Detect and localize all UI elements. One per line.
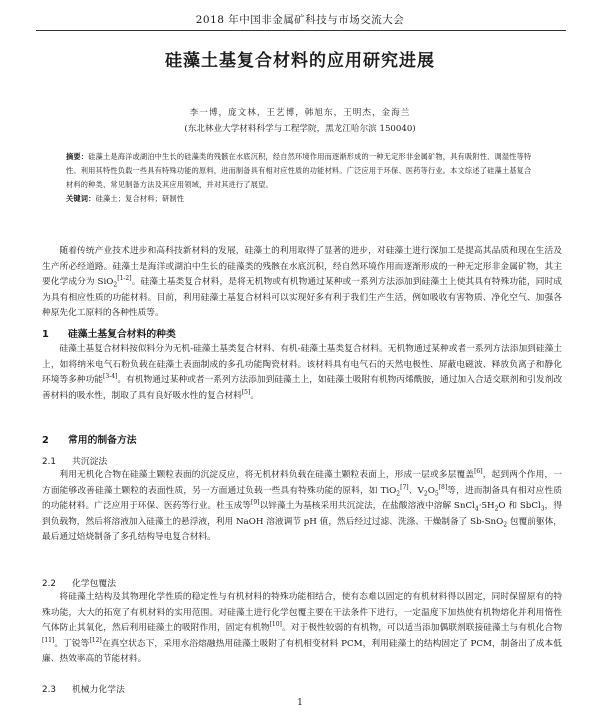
intro-text-a: 随着传统产业技术进步和高科技新材料的发展，硅藻土的利用取得了显著的进步，对硅藻土进行深加工是提高其品质和现在生活及生产所必经道路。硅藻土是海洋或湖泊中生长的硅藻类的残骸在水底沉积，经自然环境作用而逐渐形成的一种无定形非金属矿物，其主要化学成分为 SiO [42,246,562,288]
section-heading-2 [42,432,562,446]
text-run: 。对于极性较弱的有机物，可以适当添加偶联剂联接硅藻土与有机化合物 [281,623,563,634]
subscript: 3 [540,505,545,513]
subsection-2-2-body [42,590,562,668]
s1-text-b: 。有机物通过某种或者一系列方法添加到硅藻土上，如硅藻土吸附有机物丙烯酰胺，通过加入合适交联剂和引发剂改善材料的吸水性，制取了具有良好吸水性的复合材料 [42,375,563,401]
text-run: ·5H [478,501,495,512]
intro-paragraph [42,244,562,322]
text-run: ，得到负载物，然后将溶液加入硅藻土的悬浮液，利用 NaOH 溶液调节 pH 值，然后经过过滤、洗涤、干燥制备了 Sb-SnO [42,501,563,527]
text-run: 包覆前躯体，最后通过焙烧制备了多孔结构导电复合材料。 [42,516,562,543]
citation: [10] [269,621,282,629]
subscript: 2 [396,490,401,498]
section-1-paragraph [42,342,562,404]
citation: [11] [42,636,55,644]
keywords-text: 硅藻土；复合材料；研制性 [95,194,185,203]
subsection-title: 机械力化学法 [72,685,125,695]
text-run: 。丁锐等 [54,638,90,649]
citation: [5] [241,388,251,396]
subscript: 2 [494,505,499,513]
text-run: O 和 SbCl [498,501,541,512]
subscript: 2 [423,490,428,498]
subsection-heading-2-3 [42,682,562,695]
running-header: 2018 年中国非金属矿科技与市场交流大会 [195,14,405,26]
subscript: 4 [474,505,479,513]
citation: [12] [89,636,102,644]
paper-title: 硅藻土基复合材料的应用研究进展 [165,51,435,71]
subsection-title: 化学包覆法 [72,579,116,589]
section-title: 常用的制备方法 [68,435,137,446]
citation: [6] [474,468,483,476]
subscript: 5 [434,490,439,498]
subsection-2-2-paragraph [42,590,562,668]
citation: [1-2] [117,275,132,283]
s1-text-c: 。 [250,390,259,401]
subsection-heading-2-1 [42,454,562,467]
header-rule [36,30,566,31]
section-number: 1 [42,329,49,340]
citation: [3-4] [103,373,118,381]
subsection-2-1-paragraph [42,468,562,546]
affiliation: (东北林业大学材料科学与工程学院，黑龙江哈尔滨 150040) [184,124,416,134]
text-run: 以锌藻土为基核采用共沉淀法，在盐酸溶液中溶解 SnCl [259,501,475,512]
keywords-line [66,192,536,206]
section-number: 2 [42,435,49,446]
subsection-number: 2.3 [42,685,56,695]
citation: [7] [400,483,409,491]
text-run: O [427,485,435,496]
text-run: 利用无机化合物在硅藻土颗粒表面的沉淀反应，将无机材料负载在硅藻土颗粒表面上，形成一层或多层覆盖 [59,470,475,480]
author-list: 李一博，庞文林，王艺博，韩旭东，王明杰，金海兰 [189,108,411,118]
intro-section [42,244,562,322]
keywords-label: 关键词： [66,194,96,203]
text-run: 等，进而制备具有相对应性质的功能材料。广泛应用于环保、医药等行业。杜玉成等 [42,485,562,512]
subscript: 2 [503,521,508,529]
text-run: 在真空状态下，采用水浴熔融热用硅藻土吸附了有机相变材料 PCM，利用硅藻土的结构固定了 PCM，制备出了成本低廉、热效率高的节能材料。 [42,638,562,665]
abstract-paragraph [66,150,536,192]
page-number: 1 [297,698,303,708]
s1-text-a: 硅藻土基复合材料按似料分为无机-硅藻土基类复合材料、有机-硅藻土基类复合材料。无机物通过某种或者一系列方法添加到硅藻土上，如将纳米电气石粉负载在硅藻土表面制成的多孔功能陶瓷材料。该材料具有电气石的天然电极性、屏蔽电磁波、释放负离子和静化环境等多种功能 [42,344,562,386]
section-1-body [42,342,562,404]
text-run: ，起到两个作用，一方面能够改善硅藻土颗粒的表面性质，另一方面通过负载一些具有特殊功能的原料，如 TiO [42,470,563,496]
abstract-text: 硅藻土是海洋或湖泊中生长的硅藻类的残骸在水底沉积，经自然环境作用而逐渐形成的一种无定形非金属矿物，具有吸附性、调湿性等特性。利用其特性负载一些具有特殊功能的原料，进而制备具有相对应性质的功能材料。广泛应用于环保、医药等行业。本文综述了硅藻土基复合材料的种类、常见制备方法及其应用领域，并对其进行了展望。 [66,152,532,189]
section-title: 硅藻土基复合材料的种类 [68,329,176,340]
section-heading-1 [42,326,562,340]
subsection-heading-2-2 [42,576,562,589]
text-run: 将硅藻土结构及其物理化学性质的稳定性与有机材料的特殊功能相结合，使有态难以固定的有机材料得以固定，同时保留原有的特殊功能，大大的拓宽了有机材料的实用范围。对硅藻土进行化学包覆主要在干法条件下进行，一定温度下加热使有机物熔化并利用惰性气体防止其氧化，然后利用硅藻土的吸附作用，固定有机物 [42,592,562,634]
subsection-number: 2.2 [42,579,56,589]
subsection-title: 共沉淀法 [72,457,108,467]
citation: [9] [251,499,260,507]
citation: [8] [438,483,448,491]
abstract-block [66,150,536,206]
intro-text-b: 。硅藻土基类复合材料，是将无机物或有机物通过某种或一系列方法添加到硅藻土上使其具有特殊功能，同时成为具有相应性质的功能材料。目前，利用硅藻土基复合材料可以实现好多有利于我们生产生活，例如吸收有害物质、净化空气、加强各种原先化工原料的各种性质等。 [42,277,562,319]
text-run: 、V [408,485,424,496]
intro-sub: 2 [113,281,118,289]
abstract-label: 摘要： [66,152,89,161]
subsection-2-1-body [42,468,562,546]
subsection-number: 2.1 [42,457,56,467]
